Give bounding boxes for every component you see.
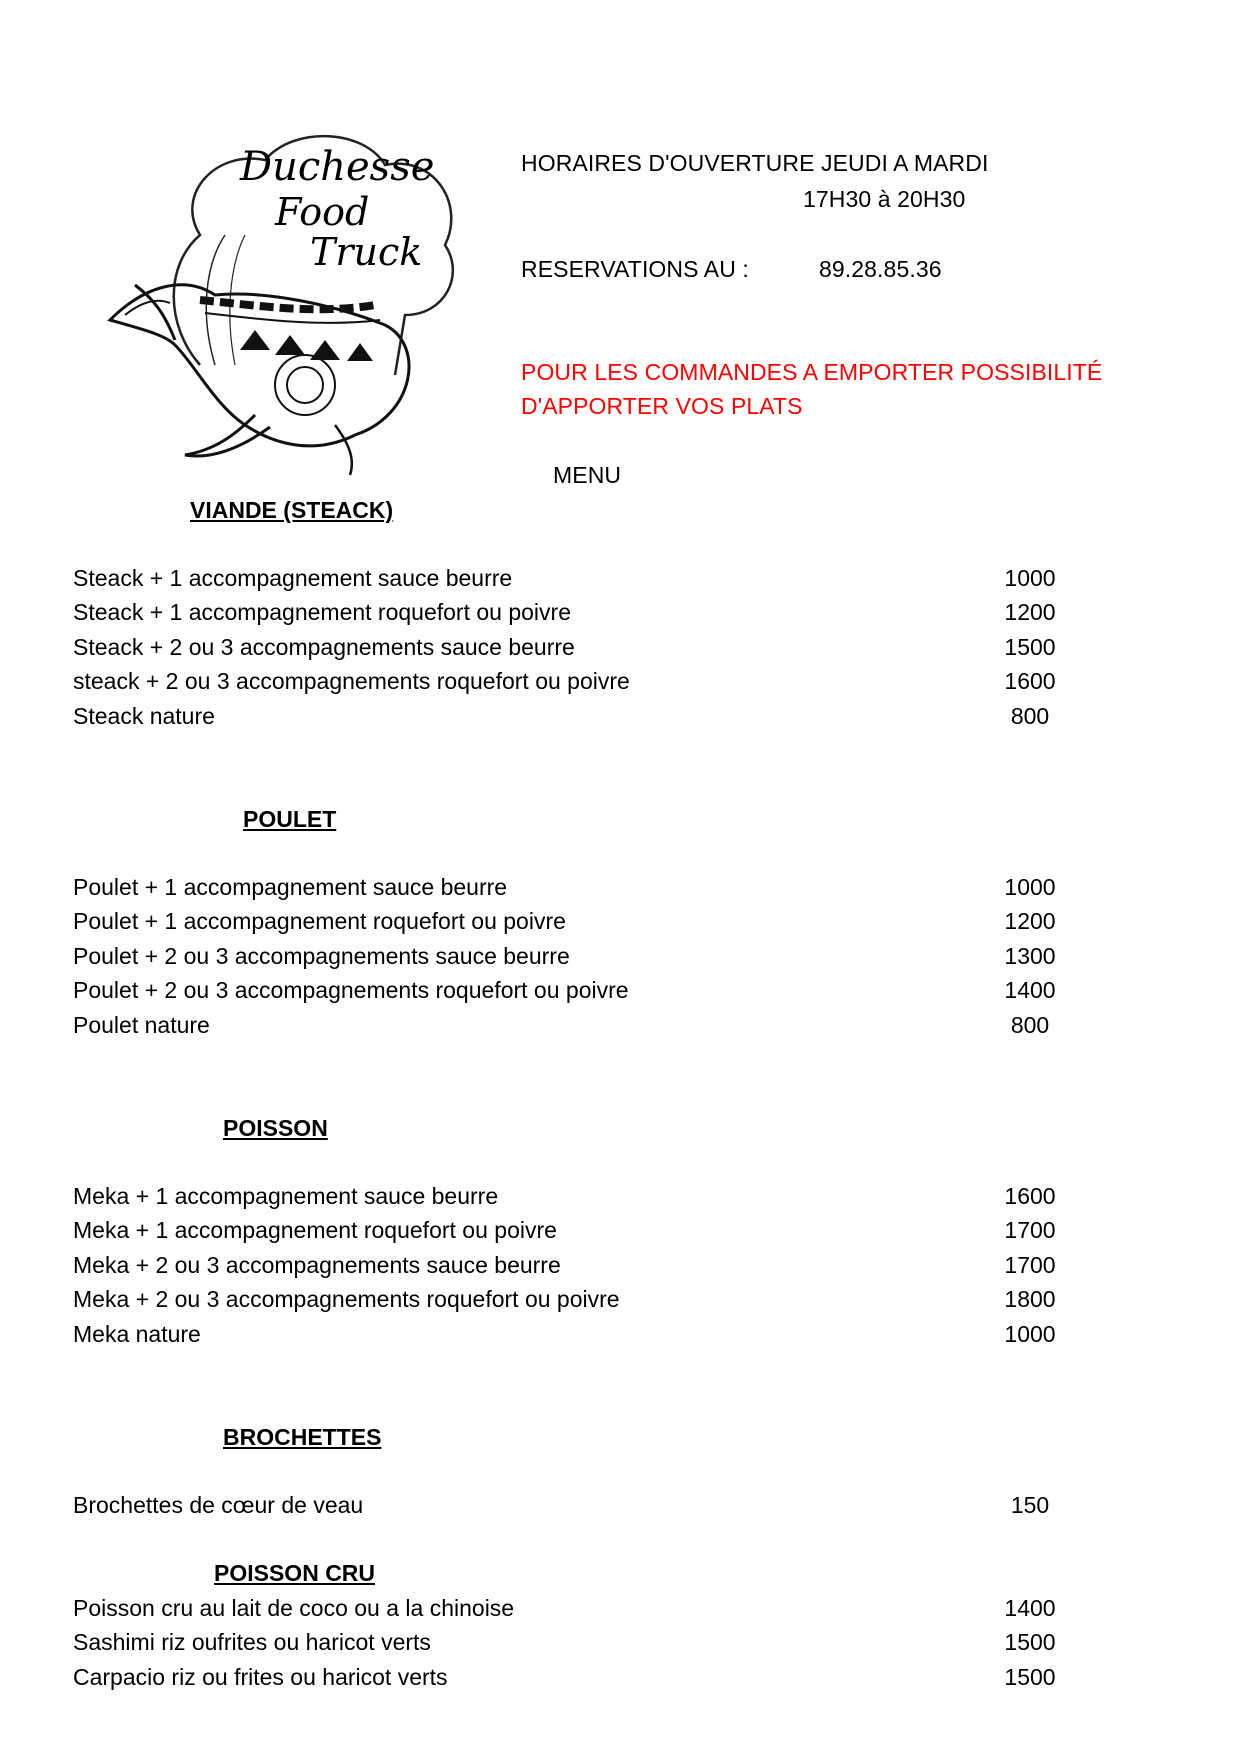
menu-item-price: 1700	[1004, 1217, 1056, 1243]
menu-item-price: 1300	[1004, 943, 1056, 969]
section-title-poisson: POISSON	[223, 1115, 328, 1141]
menu-item-label: Poulet + 1 accompagnement roquefort ou poivre	[73, 908, 566, 934]
menu-item-price: 1500	[1004, 634, 1056, 660]
chef-hat-whale-logo-icon	[105, 115, 475, 490]
menu-item-label: Steack + 1 accompagnement sauce beurre	[73, 565, 513, 591]
section-title-poisson-cru: POISSON CRU	[214, 1560, 376, 1586]
menu-item-price: 1200	[1004, 908, 1056, 934]
opening-hours-time: 17H30 à 20H30	[803, 186, 966, 212]
menu-item-price: 1000	[1004, 1321, 1056, 1347]
menu-item-label: Brochettes de cœur de veau	[73, 1492, 364, 1518]
menu-item-price: 1800	[1004, 1286, 1056, 1312]
menu-item-label: Steack + 1 accompagnement roquefort ou poivre	[73, 599, 571, 625]
menu-item-price: 1600	[1004, 668, 1056, 694]
logo-text-line2: Food	[275, 190, 370, 234]
menu-item-price: 150	[1010, 1492, 1050, 1518]
menu-item-price: 1600	[1004, 1183, 1056, 1209]
menu-title: MENU	[553, 462, 622, 488]
takeaway-notice-line2: D'APPORTER VOS PLATS	[521, 393, 803, 419]
menu-item-price: 1500	[1004, 1629, 1056, 1655]
menu-item-label: Meka + 1 accompagnement roquefort ou poivre	[73, 1217, 557, 1243]
menu-item-price: 1000	[1004, 874, 1056, 900]
menu-item-price: 1700	[1004, 1252, 1056, 1278]
menu-item-label: Carpacio riz ou frites ou haricot verts	[73, 1664, 448, 1690]
menu-item-price: 1200	[1004, 599, 1056, 625]
reservations-label: RESERVATIONS AU :	[521, 256, 749, 282]
logo	[105, 115, 475, 490]
logo-text-line3: Truck	[310, 230, 423, 274]
opening-hours-label: HORAIRES D'OUVERTURE JEUDI A MARDI	[521, 150, 989, 176]
takeaway-notice-line1: POUR LES COMMANDES A EMPORTER POSSIBILITÉ	[521, 359, 1103, 385]
menu-item-label: Meka nature	[73, 1321, 201, 1347]
menu-item-price: 1500	[1004, 1664, 1056, 1690]
menu-item-price: 800	[1010, 703, 1050, 729]
section-title-viande: VIANDE (STEACK)	[190, 497, 394, 523]
menu-item-label: Poisson cru au lait de coco ou a la chinoise	[73, 1595, 515, 1621]
logo-text-line1: Duchesse	[240, 144, 435, 190]
menu-item-label: Poulet + 1 accompagnement sauce beurre	[73, 874, 508, 900]
menu-item-price: 1400	[1004, 977, 1056, 1003]
section-title-brochettes: BROCHETTES	[223, 1424, 382, 1450]
menu-item-label: Poulet + 2 ou 3 accompagnements roquefort ou poivre	[73, 977, 629, 1003]
menu-item-label: Sashimi riz oufrites ou haricot verts	[73, 1629, 431, 1655]
menu-item-label: Meka + 2 ou 3 accompagnements roquefort ou poivre	[73, 1286, 620, 1312]
menu-item-price: 1400	[1004, 1595, 1056, 1621]
menu-item-label: Meka + 1 accompagnement sauce beurre	[73, 1183, 499, 1209]
menu-item-label: Steack nature	[73, 703, 215, 729]
section-title-poulet: POULET	[243, 806, 337, 832]
menu-item-label: steack + 2 ou 3 accompagnements roquefort ou poivre	[73, 668, 630, 694]
menu-item-label: Poulet + 2 ou 3 accompagnements sauce beurre	[73, 943, 570, 969]
menu-item-label: Poulet nature	[73, 1012, 210, 1038]
phone-number: 89.28.85.36	[819, 256, 942, 282]
menu-item-label: Meka + 2 ou 3 accompagnements sauce beurre	[73, 1252, 561, 1278]
menu-item-label: Steack + 2 ou 3 accompagnements sauce beurre	[73, 634, 575, 660]
menu-item-price: 800	[1010, 1012, 1050, 1038]
menu-item-price: 1000	[1004, 565, 1056, 591]
